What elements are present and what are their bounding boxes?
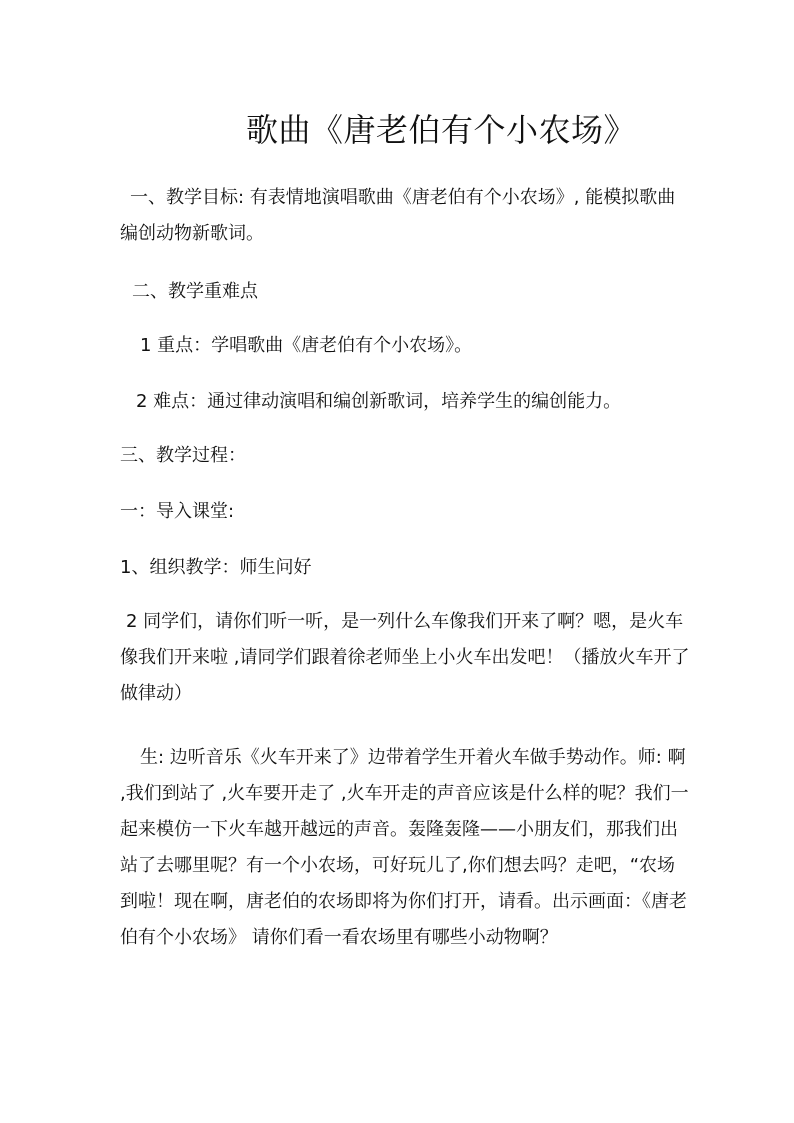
difficult-point-paragraph: 2 难点：通过律动演唱和编创新歌词，培养学生的编创能力。 (136, 391, 622, 412)
teaching-process-heading: 三、教学过程： (120, 445, 246, 466)
student-activity-paragraph: 生: 边听音乐《火车开来了》边带着学生开着火车做手势动作。师: 啊 ,我们到站了 ,火车要开走了 ,火车开走的声音应该是什么样的呢？我们一起来模仿一下火车越开越远的声音。轰隆轰隆——小朋友们，那我们出站了去哪里呢？有一个小农场，可好玩儿了,你们想去吗？走吧，“农场到啦！现在啊，唐老伯的农场即将为你们打开，请看。出示画面：《唐老伯有个小农场》 请你们看一看农场里有哪些小动物啊？ (120, 747, 689, 948)
document-title: 歌曲《唐老伯有个小农场》 (246, 111, 637, 149)
key-difficult-heading: 二、教学重难点 (132, 281, 258, 302)
organize-teaching-paragraph: 1、组织教学：师生问好 (120, 557, 312, 578)
teaching-goal-paragraph: 一、教学目标: 有表情地演唱歌曲《唐老伯有个小农场》, 能模拟歌曲编创动物新歌词。 (120, 187, 676, 244)
intro-heading: 一：导入课堂: (120, 501, 235, 522)
key-point-paragraph: 1 重点：学唱歌曲《唐老伯有个小农场》。 (140, 335, 473, 356)
classmates-paragraph: 2 同学们，请你们听一听，是一列什么车像我们开来了啊？嗯，是火车像我们开来啦 ,请同学们跟着徐老师坐上小火车出发吧！（播放火车开了做律动） (120, 611, 690, 704)
